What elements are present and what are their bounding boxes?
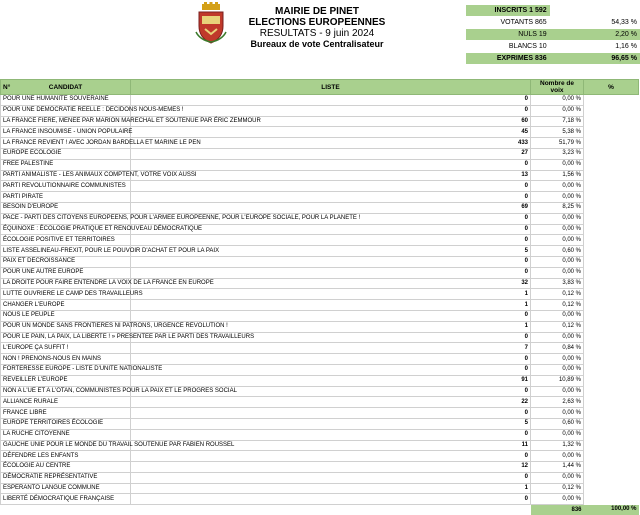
stat-exprimes: EXPRIMES 836 96,65 % <box>466 53 640 65</box>
list-name: POUR UN MONDE SANS FRONTIERES NI PATRONS, URGENCE REVOLUTION ! <box>1 321 131 332</box>
vote-count: 13 <box>131 170 531 181</box>
results-body <box>1 95 639 505</box>
table-row <box>1 116 639 127</box>
list-name: POUR LE PAIN, LA PAIX, LA LIBERTE ! » PRESENTEE PAR LE PARTI DES TRAVAILLEURS <box>1 332 131 343</box>
list-name: PACE - PARTI DES CITOYENS EUROPEENS, POUR L'ARMEE EUROPEENNE, POUR L'EUROPE SOCIALE, POUR LA PLANETE ! <box>1 213 131 224</box>
vote-percent: 0,84 % <box>531 343 584 354</box>
vote-percent: 0,00 % <box>531 451 584 462</box>
vote-percent: 2,63 % <box>531 397 584 408</box>
municipal-crest-icon <box>196 4 226 44</box>
vote-percent: 0,00 % <box>531 256 584 267</box>
polling-office: Bureaux de vote Centralisateur <box>250 39 384 49</box>
vote-count: 0 <box>131 159 531 170</box>
list-name: FRANCE LIBRE <box>1 408 131 419</box>
list-name: PARTI ANIMALISTE - LES ANIMAUX COMPTENT, VOTRE VOIX AUSSI <box>1 170 131 181</box>
table-row <box>1 462 639 473</box>
vote-count: 0 <box>131 332 531 343</box>
vote-percent: 10,89 % <box>531 375 584 386</box>
table-row <box>1 440 639 451</box>
vote-percent: 0,60 % <box>531 418 584 429</box>
table-row <box>1 138 639 149</box>
list-name: LISTE ASSELINEAU-FREXIT, POUR LE POUVOIR D'ACHAT ET POUR LA PAIX <box>1 246 131 257</box>
vote-count: 45 <box>131 127 531 138</box>
table-header-row <box>1 80 639 95</box>
vote-count: 0 <box>131 472 531 483</box>
table-row <box>1 95 639 106</box>
vote-count: 60 <box>131 116 531 127</box>
table-row <box>1 451 639 462</box>
table-row <box>1 202 639 213</box>
vote-count: 0 <box>131 310 531 321</box>
table-row <box>1 300 639 311</box>
vote-percent: 0,00 % <box>531 181 584 192</box>
table-row <box>1 127 639 138</box>
vote-count: 32 <box>131 278 531 289</box>
list-name: FREE PALESTINE <box>1 159 131 170</box>
list-name: REVEILLER L'EUROPE <box>1 375 131 386</box>
vote-count: 0 <box>131 429 531 440</box>
vote-percent: 0,00 % <box>531 192 584 203</box>
vote-percent: 0,00 % <box>531 472 584 483</box>
vote-percent: 0,00 % <box>531 429 584 440</box>
table-row <box>1 213 639 224</box>
table-row <box>1 105 639 116</box>
list-name: L'EUROPE ÇA SUFFIT ! <box>1 343 131 354</box>
total-votes: 836 <box>531 505 584 515</box>
vote-percent: 0,00 % <box>531 354 584 365</box>
table-row <box>1 235 639 246</box>
vote-percent: 0,00 % <box>531 235 584 246</box>
list-name: NON A L'UE ET A L'OTAN, COMMUNISTES POUR LA PAIX ET LE PROGRES SOCIAL <box>1 386 131 397</box>
vote-percent: 0,12 % <box>531 483 584 494</box>
page-title: MAIRIE DE PINET <box>275 6 359 17</box>
vote-percent: 0,00 % <box>531 213 584 224</box>
list-name: LUTTE OUVRIERE LE CAMP DES TRAVAILLEURS <box>1 289 131 300</box>
list-name: FORTERESSE EUROPE - LISTE D'UNITE NATIONALISTE <box>1 364 131 375</box>
list-name: EUROPE TERRITOIRES ÉCOLOGIE <box>1 418 131 429</box>
stat-nuls: NULS 19 2,20 % <box>466 29 640 41</box>
vote-count: 0 <box>131 95 531 106</box>
vote-count: 0 <box>131 494 531 505</box>
list-name: PARTI PIRATE <box>1 192 131 203</box>
list-name: EUROPE ECOLOGIE <box>1 148 131 159</box>
list-name: POUR UNE AUTRE EUROPE <box>1 267 131 278</box>
election-name: ELECTIONS EUROPEENNES <box>248 17 386 28</box>
table-row <box>1 159 639 170</box>
list-name: ÉCOLOGIE AU CENTRE <box>1 462 131 473</box>
vote-percent: 0,12 % <box>531 289 584 300</box>
vote-count: 0 <box>131 364 531 375</box>
table-row <box>1 267 639 278</box>
vote-count: 1 <box>131 321 531 332</box>
vote-count: 22 <box>131 397 531 408</box>
table-row <box>1 483 639 494</box>
vote-percent: 0,00 % <box>531 310 584 321</box>
list-name: ESPERANTO LANGUE COMMUNE <box>1 483 131 494</box>
list-name: BESOIN D'EUROPE <box>1 202 131 213</box>
table-row <box>1 375 639 386</box>
vote-percent: 0,12 % <box>531 321 584 332</box>
vote-percent: 0,00 % <box>531 224 584 235</box>
vote-count: 0 <box>131 181 531 192</box>
total-row <box>1 505 639 515</box>
table-row <box>1 289 639 300</box>
table-row <box>1 170 639 181</box>
list-name: ALLIANCE RURALE <box>1 397 131 408</box>
list-name: PARTI REVOLUTIONNAIRE COMMUNISTES <box>1 181 131 192</box>
vote-percent: 8,25 % <box>531 202 584 213</box>
header-liste: LISTE <box>131 80 531 95</box>
vote-percent: 0,00 % <box>531 494 584 505</box>
vote-percent: 0,00 % <box>531 159 584 170</box>
vote-count: 0 <box>131 451 531 462</box>
vote-percent: 51,79 % <box>531 138 584 149</box>
vote-percent: 0,00 % <box>531 386 584 397</box>
table-row <box>1 494 639 505</box>
list-name: CHANGER L'EUROPE <box>1 300 131 311</box>
vote-count: 5 <box>131 246 531 257</box>
table-row <box>1 192 639 203</box>
results-date: RESULTATS - 9 juin 2024 <box>259 28 375 39</box>
table-row <box>1 397 639 408</box>
vote-percent: 7,18 % <box>531 116 584 127</box>
stat-blancs: BLANCS 10 1,16 % <box>466 41 640 53</box>
vote-count: 0 <box>131 267 531 278</box>
total-pct: 100,00 % <box>584 505 639 515</box>
turnout-summary <box>466 5 640 65</box>
list-name: NOUS LE PEUPLE <box>1 310 131 321</box>
document-header <box>0 0 640 78</box>
list-name: LA DROITE POUR FAIRE ENTENDRE LA VOIX DE LA FRANCE EN EUROPE <box>1 278 131 289</box>
vote-count: 5 <box>131 418 531 429</box>
table-row <box>1 148 639 159</box>
table-row <box>1 278 639 289</box>
vote-percent: 1,32 % <box>531 440 584 451</box>
vote-percent: 0,00 % <box>531 267 584 278</box>
vote-count: 0 <box>131 235 531 246</box>
table-row <box>1 418 639 429</box>
table-row <box>1 321 639 332</box>
vote-count: 27 <box>131 148 531 159</box>
vote-percent: 3,23 % <box>531 148 584 159</box>
table-row <box>1 472 639 483</box>
vote-count: 0 <box>131 213 531 224</box>
header-voix: Nombre de voix <box>531 80 584 95</box>
vote-percent: 0,00 % <box>531 408 584 419</box>
table-row <box>1 354 639 365</box>
vote-percent: 0,12 % <box>531 300 584 311</box>
vote-count: 0 <box>131 192 531 203</box>
vote-percent: 0,00 % <box>531 332 584 343</box>
vote-count: 0 <box>131 105 531 116</box>
vote-count: 0 <box>131 386 531 397</box>
results-table <box>0 79 639 515</box>
vote-count: 1 <box>131 300 531 311</box>
list-name: DÉFENDRE LES ENFANTS <box>1 451 131 462</box>
vote-count: 7 <box>131 343 531 354</box>
list-name: POUR UNE HUMANITE SOUVERAINE <box>1 95 131 106</box>
vote-percent: 0,60 % <box>531 246 584 257</box>
vote-count: 0 <box>131 256 531 267</box>
vote-count: 1 <box>131 289 531 300</box>
list-name: LIBERTÉ DÉMOCRATIQUE FRANÇAISE <box>1 494 131 505</box>
table-row <box>1 386 639 397</box>
table-row <box>1 224 639 235</box>
table-row <box>1 310 639 321</box>
vote-count: 1 <box>131 483 531 494</box>
stat-votants: VOTANTS 865 54,33 % <box>466 17 640 29</box>
table-row <box>1 256 639 267</box>
vote-count: 0 <box>131 224 531 235</box>
list-name: NON ! PRENONS-NOUS EN MAINS <box>1 354 131 365</box>
table-row <box>1 429 639 440</box>
header-candidat: CANDIDAT <box>1 80 131 95</box>
list-name: GAUCHE UNIE POUR LE MONDE DU TRAVAIL SOUTENUE PAR FABIEN ROUSSEL <box>1 440 131 451</box>
list-name: LA RUCHE CITOYENNE <box>1 429 131 440</box>
vote-percent: 0,00 % <box>531 95 584 106</box>
vote-count: 91 <box>131 375 531 386</box>
table-row <box>1 408 639 419</box>
vote-percent: 1,44 % <box>531 462 584 473</box>
table-row <box>1 332 639 343</box>
list-name: ÉCOLOGIE POSITIVE ET TERRITOIRES <box>1 235 131 246</box>
vote-count: 12 <box>131 462 531 473</box>
list-name: PAIX ET DECROISSANCE <box>1 256 131 267</box>
table-row <box>1 343 639 354</box>
table-row <box>1 364 639 375</box>
list-name: ÉQUINOXE : ÉCOLOGIE PRATIQUE ET RENOUVEAU DÉMOCRATIQUE <box>1 224 131 235</box>
list-name: DÉMOCRATIE REPRÉSENTATIVE <box>1 472 131 483</box>
list-name: LA FRANCE FIERE, MENEE PAR MARION MARECHAL ET SOUTENUE PAR ÉRIC ZEMMOUR <box>1 116 131 127</box>
vote-count: 0 <box>131 408 531 419</box>
vote-count: 433 <box>131 138 531 149</box>
stat-inscrits: INSCRITS 1 592 <box>466 5 640 17</box>
vote-count: 11 <box>131 440 531 451</box>
vote-percent: 3,83 % <box>531 278 584 289</box>
list-name: POUR UNE DEMOCRATIE REELLE : DECIDONS NOUS-MEMES ! <box>1 105 131 116</box>
vote-percent: 0,00 % <box>531 364 584 375</box>
table-row <box>1 181 639 192</box>
vote-percent: 0,00 % <box>531 105 584 116</box>
vote-count: 69 <box>131 202 531 213</box>
vote-percent: 5,38 % <box>531 127 584 138</box>
header-pct: % <box>584 80 639 95</box>
list-name: LA FRANCE REVIENT ! AVEC JORDAN BARDELLA ET MARINE LE PEN <box>1 138 131 149</box>
vote-count: 0 <box>131 354 531 365</box>
table-row <box>1 246 639 257</box>
list-name: LA FRANCE INSOUMISE - UNION POPULAIRE <box>1 127 131 138</box>
vote-percent: 1,56 % <box>531 170 584 181</box>
